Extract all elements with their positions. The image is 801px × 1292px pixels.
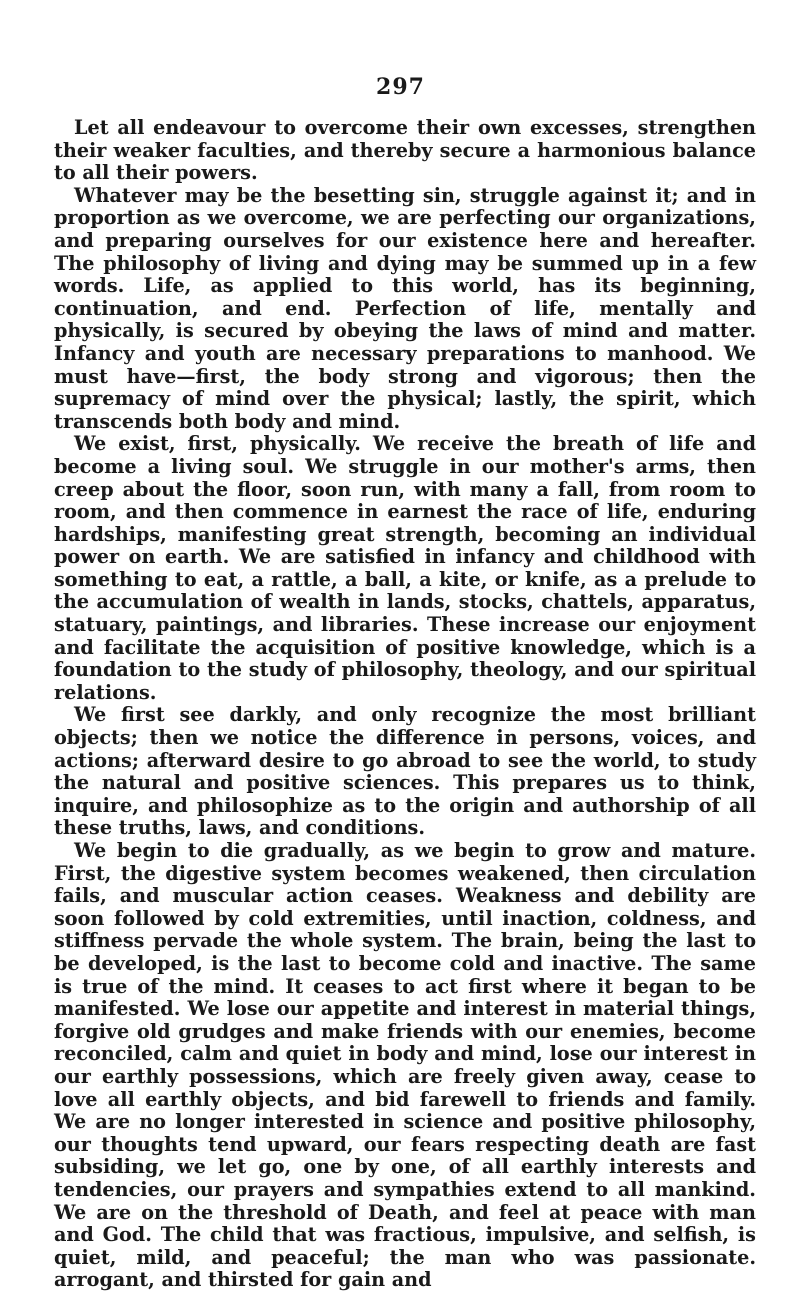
paragraph-5: We begin to die gradually, as we begin to grow and mature. First, the digestive system becomes weakened, then circulation fails, and muscular action ceases. Weakness and debility are soon followed by cold extremities, until inaction, coldness, and stiffness pervade the whole system. The brain, being the last to be developed, is the last to become cold and inactive. The same is true of the mind. It ceases to act first where it began to be manifested. We lose our appetite and interest in material things, forgive old grudges and make friends with our enemies, become reconciled, calm and quiet in body and mind, lose our interest in our earthly possessions, which are freely given away, cease to love all earthly objects, and bid farewell to friends and family. We are no longer interested in science and positive philosophy, our thoughts tend upward, our fears respecting death are fast subsiding, we let go, one by one, of all earthly interests and tendencies, our prayers and sympathies extend to all mankind. We are on the threshold of Death, and feel at peace with man and God. The child that was fractious, impulsive, and selfish, is quiet, mild, and peaceful; the man who was passionate. arrogant, and thirsted for gain and: [54, 839, 756, 1292]
page-body: [54, 117, 756, 1292]
paragraph-2: Whatever may be the besetting sin, struggle against it; and in proportion as we overcome, we are perfecting our organizations, and preparing ourselves for our existence here and hereafter. The philosophy of living and dying may be summed up in a few words. Life, as applied to this world, has its beginning, continuation, and end. Perfection of life, mentally and physically, is secured by obeying the laws of mind and matter. Infancy and youth are necessary preparations to manhood. We must have—first, the body strong and vigorous; then the supremacy of mind over the physical; lastly, the spirit, which transcends both body and mind.: [54, 183, 756, 433]
paragraph-1: Let all endeavour to overcome their own excesses, strengthen their weaker faculties, and thereby secure a harmonious balance to all their powers.: [54, 116, 756, 185]
paragraph-3: We exist, first, physically. We receive the breath of life and become a living soul. We struggle in our mother's arms, then creep about the floor, soon run, with many a fall, from room to room, and then commence in earnest the race of life, enduring hardships, manifesting great strength, becoming an individual power on earth. We are satisfied in infancy and childhood with something to eat, a rattle, a ball, a kite, or knife, as a prelude to the accumulation of wealth in lands, stocks, chattels, apparatus, statuary, paintings, and libraries. These increase our enjoyment and facilitate the acquisition of positive knowledge, which is a foundation to the study of philosophy, theology, and our spiritual relations.: [54, 432, 756, 704]
paragraph-4: We first see darkly, and only recognize the most brilliant objects; then we notice the difference in persons, voices, and actions; afterward desire to go abroad to see the world, to study the natural and positive sciences. This prepares us to think, inquire, and philosophize as to the origin and authorship of all these truths, laws, and conditions.: [54, 703, 756, 840]
page-number: 297: [376, 74, 425, 100]
